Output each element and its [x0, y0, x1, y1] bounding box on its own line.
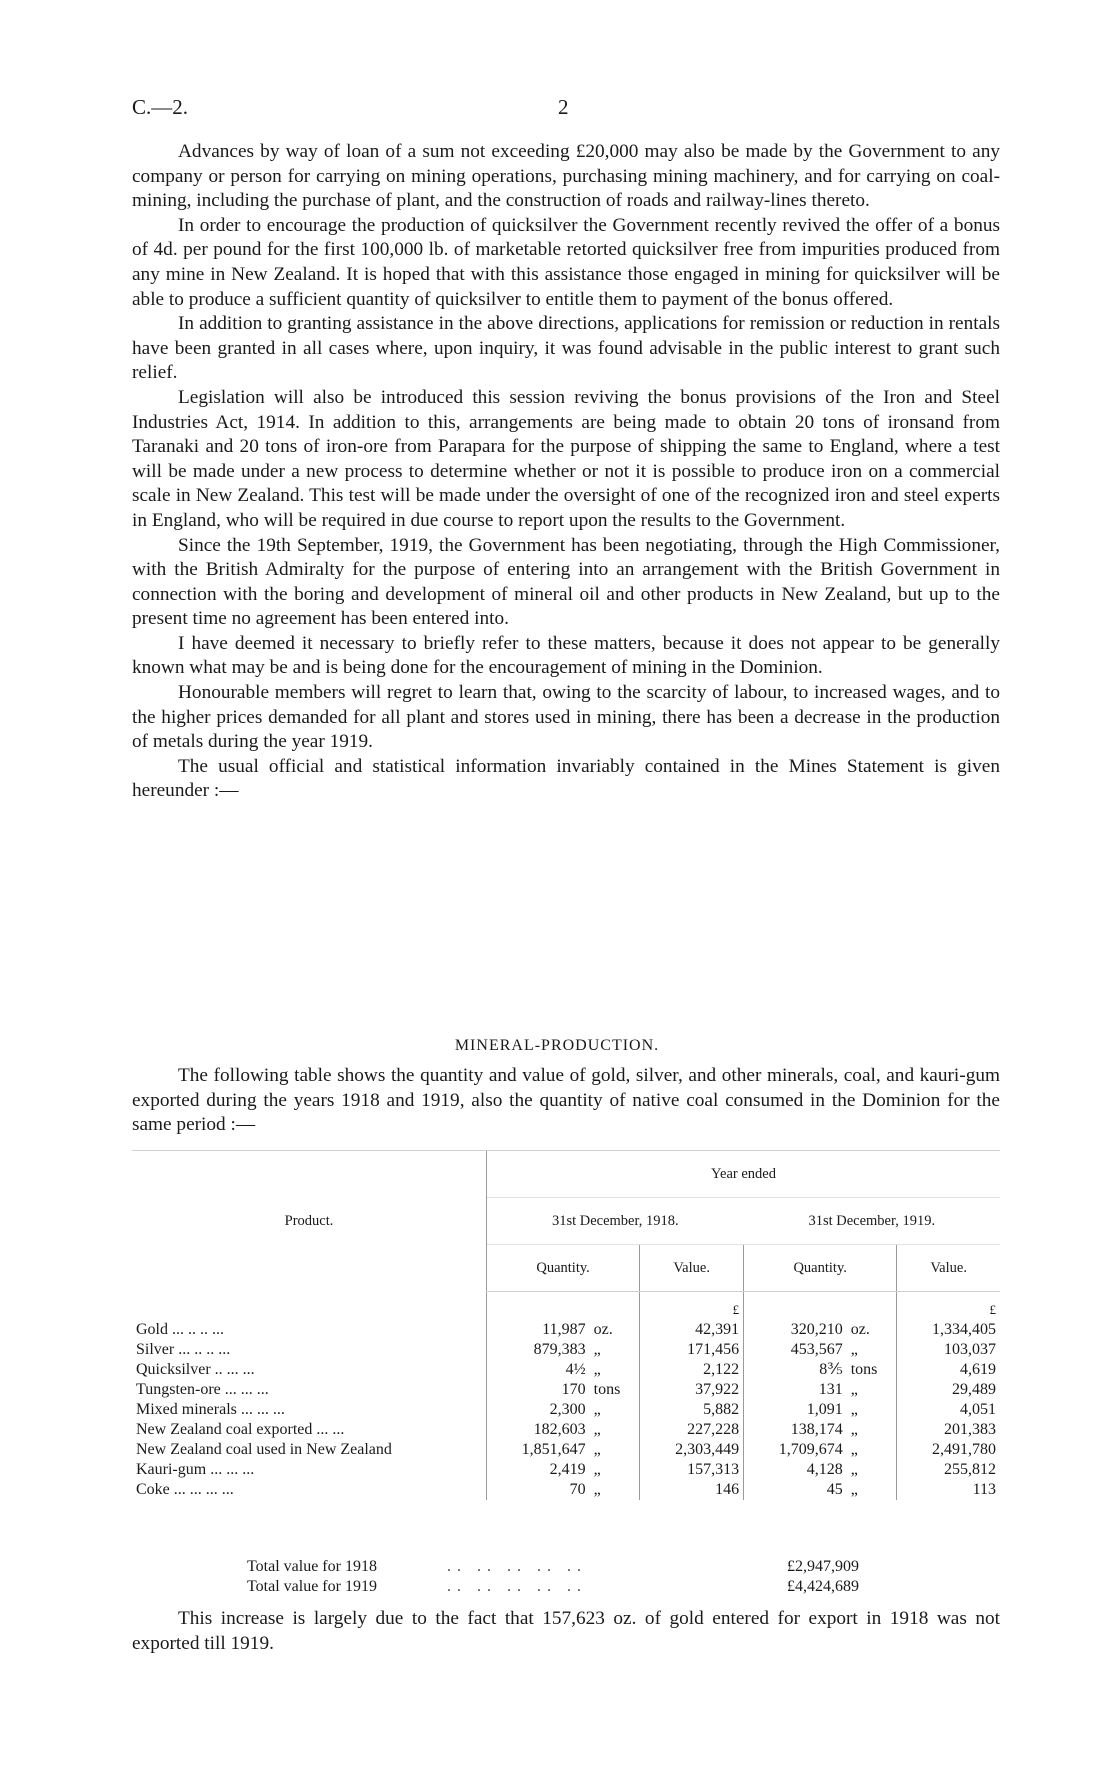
total-row-1919 — [247, 1577, 887, 1597]
value-1918-header: Value. — [640, 1245, 744, 1292]
product-name: New Zealand coal exported ... — [136, 1421, 329, 1438]
unit-1919: „ — [850, 1461, 858, 1478]
quantity-1918: 2,300 — [487, 1400, 590, 1420]
value-1918: 5,882 — [640, 1400, 744, 1420]
quantity-1918: 70 — [487, 1480, 590, 1500]
page-number: 2 — [558, 95, 569, 119]
header-1919: 31st December, 1919. — [744, 1198, 1000, 1245]
table-row — [132, 1400, 1000, 1420]
table-row — [132, 1480, 1000, 1500]
closing-paragraph: This increase is largely due to the fact that 157,623 oz. of gold entered for export in 1918 was not exported till 1919. — [132, 1608, 1000, 1654]
leader-dots: ... ... ... — [224, 1381, 269, 1398]
table-intro-text: The following table shows the quantity and value of gold, silver, and other minerals, coal, and kauri-gum exported during the years 1918 and 1919, also the quantity of native coal consumed in the Dominion for the same period :— — [132, 1065, 1000, 1136]
section-title: MINERAL-PRODUCTION. — [454, 1037, 660, 1054]
table-row — [132, 1420, 1000, 1440]
quantity-1919-header: Quantity. — [744, 1245, 897, 1292]
total-label: Total value for 1918 — [247, 1558, 377, 1575]
value-1919: 103,037 — [897, 1340, 1000, 1360]
value-1919: 201,383 — [897, 1420, 1000, 1440]
paragraph-decrease: Honourable members will regret to learn that, owing to the scarcity of labour, to increased wages, and to the higher prices demanded for all plant and stores used in mining, there has been a decrease in the production of metals during the year 1919. — [132, 682, 1000, 753]
paragraph-statistics: The usual official and statistical information invariably contained in the Mines Statement is given hereunder :— — [132, 755, 1000, 802]
value-1918: 227,228 — [640, 1420, 744, 1440]
product-name: New Zealand coal used in New Zealand — [136, 1441, 392, 1458]
value-1919: 4,619 — [897, 1360, 1000, 1380]
paper-reference: C.—2. — [132, 95, 189, 119]
unit-1918: „ — [593, 1421, 601, 1438]
body-text — [132, 140, 1000, 804]
value-1918: 37,922 — [640, 1380, 744, 1400]
quantity-1919: 1,709,674 — [744, 1440, 847, 1460]
value-1919: 1,334,405 — [897, 1320, 1000, 1340]
quantity-1919: 320,210 — [744, 1320, 847, 1340]
value-1918: 157,313 — [640, 1460, 744, 1480]
pound-sign-1918: £ — [640, 1292, 744, 1321]
quantity-1919: 131 — [744, 1380, 847, 1400]
paragraph-mineral-oil: Since the 19th September, 1919, the Government has been negotiating, through the High Commissioner, with the British Admiralty for the purpose of entering into an arrangement with the British Government in connection with the boring and development of mineral oil and other products in New Zealand, but up to the present time no agreement has been entered into. — [132, 534, 1000, 630]
table-intro — [132, 1064, 1000, 1138]
value-1919-header: Value. — [897, 1245, 1000, 1292]
unit-1918: „ — [593, 1481, 601, 1498]
quantity-1918: 4½ — [487, 1360, 590, 1380]
leader-dots: ... ... ... — [210, 1461, 255, 1478]
quantity-1918: 2,419 — [487, 1460, 590, 1480]
paragraph-encouragement: I have deemed it necessary to briefly refer to these matters, because it does not appear to be generally known what may be and is being done for the encouragement of mining in the Dominion. — [132, 632, 1000, 679]
unit-1918: „ — [593, 1401, 601, 1418]
unit-1919: tons — [850, 1361, 878, 1378]
quantity-1918-header: Quantity. — [487, 1245, 640, 1292]
product-column-header: Product. — [132, 1151, 487, 1292]
unit-1919: „ — [850, 1341, 858, 1358]
product-name: Mixed minerals — [136, 1401, 237, 1418]
unit-1919: oz. — [850, 1321, 870, 1338]
unit-1919: „ — [850, 1421, 858, 1438]
value-1918: 171,456 — [640, 1340, 744, 1360]
unit-1919: „ — [850, 1441, 858, 1458]
leader-dots: ... — [332, 1421, 345, 1438]
leader-dots: .. .. .. .. .. — [447, 1578, 587, 1595]
leader-dots: ... ... ... — [240, 1401, 285, 1418]
leader-dots: ... ... ... ... — [173, 1481, 234, 1498]
table-row — [132, 1320, 1000, 1340]
leader-dots: .. ... ... — [214, 1361, 255, 1378]
quantity-1919: 1,091 — [744, 1400, 847, 1420]
value-1918: 146 — [640, 1480, 744, 1500]
total-amount: £2,947,909 — [787, 1558, 859, 1575]
leader-dots: ... .. .. ... — [172, 1321, 224, 1338]
paragraph-quicksilver: In order to encourage the production of quicksilver the Government recently revived the offer of a bonus of 4d. per pound for the first 100,000 lb. of marketable retorted quicksilver free from impurities produced from any mine in New Zealand. It is hoped that with this assistance those engaged in mining for quicksilver will be able to produce a sufficient quantity of quicksilver to entitle them to payment of the bonus offered. — [132, 214, 1000, 310]
product-name: Tungsten-ore — [136, 1381, 221, 1398]
unit-1918: „ — [593, 1461, 601, 1478]
paragraph-rentals: In addition to granting assistance in the above directions, applications for remission or reduction in rentals have been granted in all cases where, upon inquiry, it was found advisable in the public interest to grant such relief. — [132, 313, 1000, 384]
quantity-1919: 45 — [744, 1480, 847, 1500]
unit-1919: „ — [850, 1381, 858, 1398]
value-1918: 42,391 — [640, 1320, 744, 1340]
product-name: Gold — [136, 1321, 168, 1338]
header-1918: 31st December, 1918. — [487, 1198, 744, 1245]
value-1919: 255,812 — [897, 1460, 1000, 1480]
quantity-1919: 4,128 — [744, 1460, 847, 1480]
unit-1919: „ — [850, 1401, 858, 1418]
paragraph-loans: Advances by way of loan of a sum not exceeding £20,000 may also be made by the Government to any company or person for carrying on mining operations, purchasing mining machinery, and for carrying on coal-mining, including the purchase of plant, and the construction of roads and railway-lines thereto. — [132, 141, 1000, 212]
unit-1918: tons — [593, 1381, 621, 1398]
quantity-1919: 453,567 — [744, 1340, 847, 1360]
totals-block — [247, 1557, 887, 1597]
table-row — [132, 1360, 1000, 1380]
table-row — [132, 1340, 1000, 1360]
quantity-1918: 1,851,647 — [487, 1440, 590, 1460]
product-name: Coke — [136, 1481, 170, 1498]
product-name: Kauri-gum — [136, 1461, 207, 1478]
leader-dots: ... .. .. ... — [178, 1341, 231, 1358]
table-row — [132, 1380, 1000, 1400]
page-header — [132, 95, 1000, 125]
leader-dots: .. .. .. .. .. — [447, 1558, 587, 1575]
quantity-1918: 170 — [487, 1380, 590, 1400]
closing-text — [132, 1607, 1000, 1656]
value-1919: 29,489 — [897, 1380, 1000, 1400]
value-1919: 113 — [897, 1480, 1000, 1500]
quantity-1919: 8⅗ — [744, 1360, 847, 1380]
table-row — [132, 1440, 1000, 1460]
unit-1918: „ — [593, 1361, 601, 1378]
value-1919: 2,491,780 — [897, 1440, 1000, 1460]
pound-sign-1919: £ — [897, 1292, 1000, 1321]
quantity-1918: 11,987 — [487, 1320, 590, 1340]
product-name: Quicksilver — [136, 1361, 211, 1378]
unit-1919: „ — [850, 1481, 858, 1498]
paragraph-legislation: Legislation will also be introduced this session reviving the bonus provisions of the Iron and Steel Industries Act, 1914. In addition to this, arrangements are being made to obtain 20 tons of ironsand from Taranaki and 20 tons of iron-ore from Parapara for the purpose of shipping the same to England, where a test will be made under a new process to determine whether or not it is possible to produce iron on a commercial scale in New Zealand. This test will be made under the oversight of one of the recognized iron and steel experts in England, who will be required in due course to report upon the results to the Government. — [132, 386, 1000, 531]
total-amount: £4,424,689 — [787, 1578, 859, 1595]
product-name: Silver — [136, 1341, 175, 1358]
value-1919: 4,051 — [897, 1400, 1000, 1420]
quantity-1918: 879,383 — [487, 1340, 590, 1360]
value-1918: 2,303,449 — [640, 1440, 744, 1460]
unit-1918: „ — [593, 1441, 601, 1458]
total-row-1918 — [247, 1557, 887, 1577]
unit-1918: „ — [593, 1341, 601, 1358]
quantity-1918: 182,603 — [487, 1420, 590, 1440]
year-ended-header: Year ended — [487, 1151, 1001, 1198]
mineral-production-table — [132, 1150, 1000, 1500]
value-1918: 2,122 — [640, 1360, 744, 1380]
table-row — [132, 1460, 1000, 1480]
total-label: Total value for 1919 — [247, 1578, 377, 1595]
quantity-1919: 138,174 — [744, 1420, 847, 1440]
unit-1918: oz. — [593, 1321, 613, 1338]
